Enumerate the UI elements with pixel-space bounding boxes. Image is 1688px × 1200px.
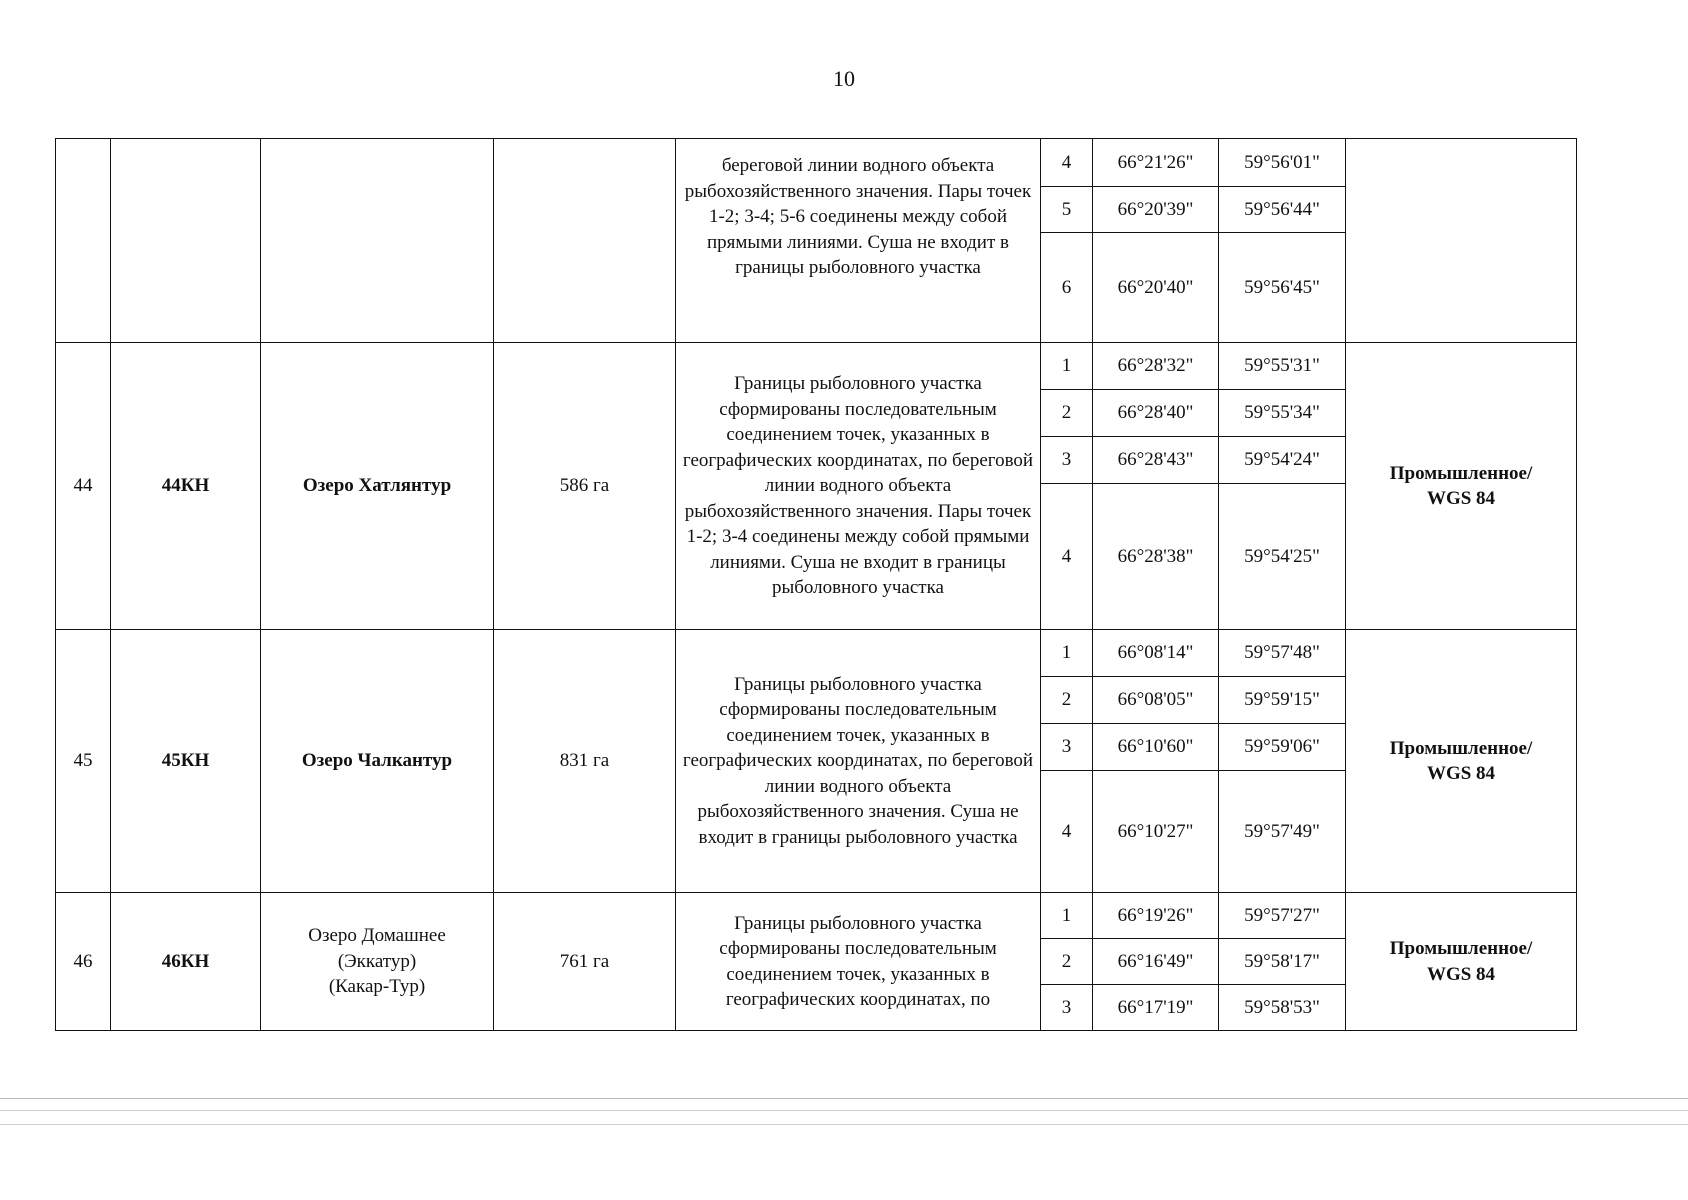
scan-artifact bbox=[0, 1124, 1688, 1125]
longitude-cell: 59°57'48" bbox=[1219, 630, 1346, 677]
water-body-name-cell bbox=[261, 630, 494, 893]
purpose-datum-line: Промышленное/ bbox=[1389, 737, 1533, 759]
latitude-cell: 66°28'32" bbox=[1093, 343, 1219, 390]
boundary-description-cell: Границы рыболовного участка сформированы последовательным соединением точек, указанных в географических координатах, по береговой линии водного объекта рыбохозяйственного значения. Пары точек 1-2; 3-4 соединены между собой прямыми линиями. Суша не входит в границы рыболовного участка bbox=[676, 343, 1041, 630]
point-number-cell: 2 bbox=[1041, 939, 1093, 985]
area-size-cell: 761 га bbox=[494, 893, 676, 1031]
latitude-cell: 66°19'26" bbox=[1093, 893, 1219, 939]
latitude-cell: 66°16'49" bbox=[1093, 939, 1219, 985]
longitude-cell: 59°55'34" bbox=[1219, 390, 1346, 437]
point-number-cell: 1 bbox=[1041, 343, 1093, 390]
purpose-datum-line: Промышленное/ bbox=[1389, 462, 1533, 484]
point-number-cell: 1 bbox=[1041, 630, 1093, 677]
area-code-cell: 45КН bbox=[111, 630, 261, 893]
longitude-cell: 59°56'01" bbox=[1219, 139, 1346, 187]
purpose-datum-line: WGS 84 bbox=[1426, 763, 1496, 784]
fishing-areas-table bbox=[55, 138, 1577, 1031]
latitude-cell: 66°10'60" bbox=[1093, 724, 1219, 771]
table-row bbox=[56, 893, 1577, 939]
water-body-name-line: (Какар-Тур) bbox=[328, 976, 426, 998]
table-row bbox=[56, 139, 1577, 187]
point-number-cell: 6 bbox=[1041, 233, 1093, 343]
area-size-cell bbox=[494, 139, 676, 343]
area-code-cell bbox=[111, 139, 261, 343]
point-number-cell: 2 bbox=[1041, 390, 1093, 437]
latitude-cell: 66°10'27" bbox=[1093, 771, 1219, 893]
water-body-name-line: Озеро Домашнее bbox=[308, 925, 446, 947]
area-size-cell: 831 га bbox=[494, 630, 676, 893]
water-body-name-line: Озеро Чалкантур bbox=[301, 750, 453, 772]
point-number-cell: 4 bbox=[1041, 771, 1093, 893]
table-row bbox=[56, 343, 1577, 390]
latitude-cell: 66°28'40" bbox=[1093, 390, 1219, 437]
table-row bbox=[56, 630, 1577, 677]
area-code-cell: 46КН bbox=[111, 893, 261, 1031]
water-body-name-line: (Эккатур) bbox=[337, 950, 417, 972]
latitude-cell: 66°28'43" bbox=[1093, 437, 1219, 484]
point-number-cell: 2 bbox=[1041, 677, 1093, 724]
purpose-datum-cell bbox=[1346, 139, 1577, 343]
table-body bbox=[56, 139, 1577, 1031]
latitude-cell: 66°21'26" bbox=[1093, 139, 1219, 187]
purpose-datum-line: WGS 84 bbox=[1426, 963, 1496, 985]
purpose-datum-cell bbox=[1346, 343, 1577, 630]
latitude-cell: 66°08'14" bbox=[1093, 630, 1219, 677]
latitude-cell: 66°20'39" bbox=[1093, 187, 1219, 233]
purpose-datum-cell bbox=[1346, 893, 1577, 1031]
boundary-description-cell: береговой линии водного объекта рыбохозяйственного значения. Пары точек 1-2; 3-4; 5-6 соединены между собой прямыми линиями. Суша не входит в границы рыболовного участка bbox=[676, 139, 1041, 343]
water-body-name-cell bbox=[261, 893, 494, 1031]
area-number-cell: 46 bbox=[56, 893, 111, 1031]
area-number-cell: 45 bbox=[56, 630, 111, 893]
point-number-cell: 4 bbox=[1041, 484, 1093, 630]
longitude-cell: 59°59'15" bbox=[1219, 677, 1346, 724]
point-number-cell: 3 bbox=[1041, 437, 1093, 484]
point-number-cell: 3 bbox=[1041, 724, 1093, 771]
longitude-cell: 59°58'53" bbox=[1219, 985, 1346, 1031]
latitude-cell: 66°17'19" bbox=[1093, 985, 1219, 1031]
point-number-cell: 1 bbox=[1041, 893, 1093, 939]
longitude-cell: 59°59'06" bbox=[1219, 724, 1346, 771]
area-code-cell: 44КН bbox=[111, 343, 261, 630]
longitude-cell: 59°57'27" bbox=[1219, 893, 1346, 939]
scan-artifact bbox=[0, 1110, 1688, 1111]
purpose-datum-line: Промышленное/ bbox=[1389, 938, 1533, 959]
water-body-name-cell bbox=[261, 139, 494, 343]
longitude-cell: 59°58'17" bbox=[1219, 939, 1346, 985]
area-number-cell: 44 bbox=[56, 343, 111, 630]
point-number-cell: 4 bbox=[1041, 139, 1093, 187]
purpose-datum-cell bbox=[1346, 630, 1577, 893]
boundary-description-cell: Границы рыболовного участка сформированы последовательным соединением точек, указанных в географических координатах, по bbox=[676, 893, 1041, 1031]
longitude-cell: 59°55'31" bbox=[1219, 343, 1346, 390]
scan-artifact bbox=[0, 1098, 1688, 1099]
point-number-cell: 5 bbox=[1041, 187, 1093, 233]
longitude-cell: 59°56'45" bbox=[1219, 233, 1346, 343]
water-body-name-cell bbox=[261, 343, 494, 630]
purpose-datum-line: WGS 84 bbox=[1426, 488, 1496, 509]
latitude-cell: 66°08'05" bbox=[1093, 677, 1219, 724]
latitude-cell: 66°20'40" bbox=[1093, 233, 1219, 343]
area-size-cell: 586 га bbox=[494, 343, 676, 630]
page-number: 10 bbox=[833, 66, 855, 91]
longitude-cell: 59°57'49" bbox=[1219, 771, 1346, 893]
latitude-cell: 66°28'38" bbox=[1093, 484, 1219, 630]
longitude-cell: 59°54'24" bbox=[1219, 437, 1346, 484]
point-number-cell: 3 bbox=[1041, 985, 1093, 1031]
boundary-description-cell: Границы рыболовного участка сформированы последовательным соединением точек, указанных в географических координатах, по береговой линии водного объекта рыбохозяйственного значения. Суша не входит в границы рыболовного участка bbox=[676, 630, 1041, 893]
longitude-cell: 59°56'44" bbox=[1219, 187, 1346, 233]
area-number-cell bbox=[56, 139, 111, 343]
longitude-cell: 59°54'25" bbox=[1219, 484, 1346, 630]
water-body-name-line: Озеро Хатлянтур bbox=[302, 475, 452, 497]
